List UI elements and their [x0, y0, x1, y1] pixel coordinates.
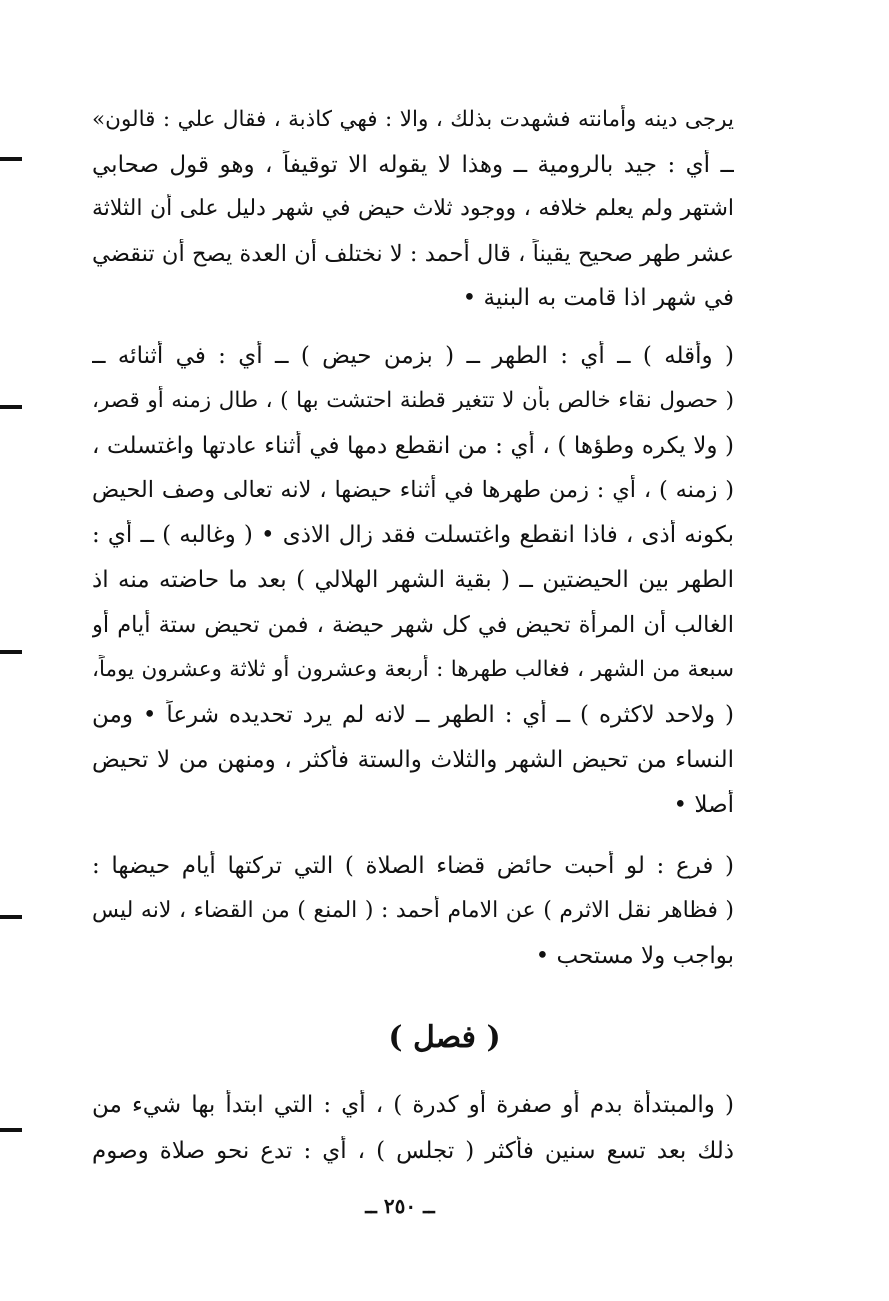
text-line: ( ولاحد لاكثره ) ــ أي : الطهر ــ لانه لم يرد تحديده شرعاً • ومن — [92, 702, 734, 728]
margin-mark — [0, 915, 22, 919]
margin-mark — [0, 1128, 22, 1132]
text-line: النساء من تحيض الشهر والثلاث والستة فأكثر ، ومنهن من لا تحيض — [92, 747, 734, 773]
section-heading: ( فصل ) — [388, 1020, 501, 1055]
text-line: ( زمنه ) ، أي : زمن طهرها في أثناء حيضها ، لانه تعالى وصف الحيض — [92, 477, 734, 503]
page-number: ــ ٢٥٠ ــ — [365, 1194, 435, 1218]
text-line: سبعة من الشهر ، فغالب طهرها : أربعة وعشرون أو ثلاثة وعشرون يوماً، — [92, 657, 734, 682]
text-line: ( فرع : لو أحبت حائض قضاء الصلاة ) التي تركتها أيام حيضها : — [92, 853, 734, 879]
text-line: ( حصول نقاء خالص بأن لا تتغير قطنة احتشت بها ) ، طال زمنه أو قصر، — [92, 388, 734, 413]
text-line: الطهر بين الحيضتين ــ ( بقية الشهر الهلالي ) بعد ما حاضته منه اذ — [92, 567, 734, 593]
text-line: ذلك بعد تسع سنين فأكثر ( تجلس ) ، أي : تدع نحو صلاة وصوم — [92, 1138, 734, 1164]
text-line: يرجى دينه وأمانته فشهدت بذلك ، والا : فهي كاذبة ، فقال علي : قالون» — [92, 107, 734, 132]
margin-mark — [0, 157, 22, 161]
text-line: الغالب أن المرأة تحيض في كل شهر حيضة ، فمن تحيض ستة أيام أو — [92, 612, 734, 638]
text-line: في شهر اذا قامت به البنية • — [462, 285, 734, 311]
text-line: ( ولا يكره وطؤها ) ، أي : من انقطع دمها في أثناء عادتها واغتسلت ، — [92, 433, 734, 459]
text-line: بواجب ولا مستحب • — [535, 943, 734, 969]
text-line: ( والمبتدأة بدم أو صفرة أو كدرة ) ، أي : التي ابتدأ بها شيء من — [92, 1092, 734, 1118]
text-line: أصلا • — [673, 792, 734, 818]
text-line: عشر طهر صحيح يقيناً ، قال أحمد : لا نختلف أن العدة يصح أن تنقضي — [92, 241, 734, 267]
margin-mark — [0, 650, 22, 654]
margin-mark — [0, 405, 22, 409]
text-line: ( فظاهر نقل الاثرم ) عن الامام أحمد : ( المنع ) من القضاء ، لانه ليس — [92, 898, 734, 923]
text-line: ــ أي : جيد بالرومية ــ وهذا لا يقوله الا توقيفاً ، وهو قول صحابي — [92, 152, 734, 178]
text-line: اشتهر ولم يعلم خلافه ، ووجود ثلاث حيض في شهر دليل على أن الثلاثة — [92, 196, 734, 221]
text-line: ( وأقله ) ــ أي : الطهر ــ ( بزمن حيض ) ــ أي : في أثنائه ــ — [92, 343, 734, 369]
text-line: بكونه أذى ، فاذا انقطع واغتسلت فقد زال الاذى • ( وغالبه ) ــ أي : — [92, 522, 734, 548]
